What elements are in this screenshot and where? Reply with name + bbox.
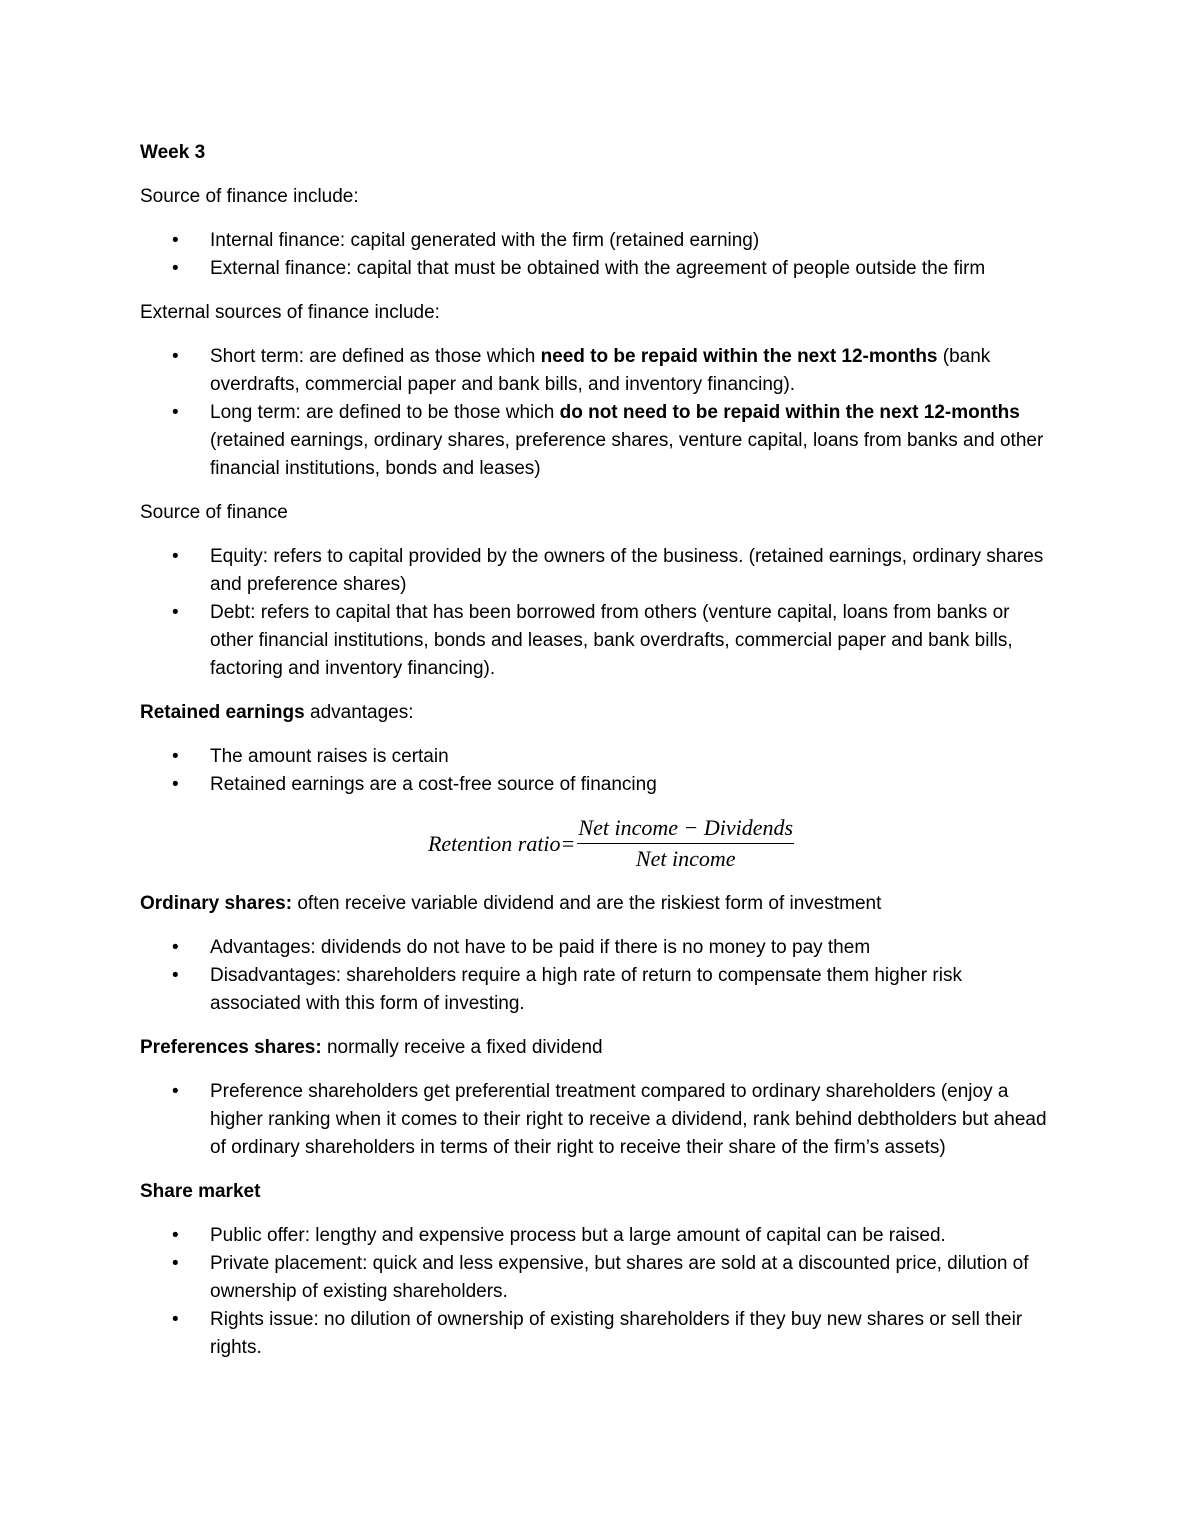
retention-ratio-formula [140,815,1052,872]
bullet-icon: • [172,746,179,767]
bullet-icon: • [172,1253,179,1274]
bullet-list [140,1078,1052,1162]
bullet-icon: • [172,546,179,567]
list-item: • Internal finance: capital generated with the firm (retained earning) [140,227,1052,255]
section-heading: Share market [140,1181,261,1202]
list-item: • Advantages: dividends do not have to be paid if there is no money to pay them [140,934,1052,962]
list-item: • Preference shareholders get preferential treatment compared to ordinary shareholders (enjoy a higher ranking when it comes to their right to receive a dividend, rank behind debtholders but ahead of ordinary shareholders in terms of their right to receive their share of the firm’s assets) [140,1078,1052,1162]
bullet-icon: • [172,1081,179,1102]
list-item: • Public offer: lengthy and expensive process but a large amount of capital can be raised. [140,1222,1052,1250]
bullet-icon: • [172,1309,179,1330]
document-body [140,139,1052,1378]
page-title: Week 3 [140,142,206,163]
bullet-list [140,1222,1052,1362]
section-heading: Preferences shares: normally receive a fixed dividend [140,1037,603,1058]
list-item: • Retained earnings are a cost-free source of financing [140,771,1052,799]
bullet-list [140,543,1052,683]
formula-equals: = [560,830,576,856]
list-item: • Equity: refers to capital provided by the owners of the business. (retained earnings, ordinary shares and preference shares) [140,543,1052,599]
bullet-icon: • [172,402,179,423]
bullet-icon: • [172,258,179,279]
section-intro: Source of finance include: [140,186,359,207]
bullet-icon: • [172,602,179,623]
formula-fraction [577,815,794,872]
list-item: • External finance: capital that must be obtained with the agreement of people outside the firm [140,255,1052,283]
section-intro: External sources of finance include: [140,302,440,323]
section-intro: Source of finance [140,502,288,523]
formula-numerator: Net income − Dividends [577,815,794,844]
bullet-icon: • [172,230,179,251]
bullet-icon: • [172,346,179,367]
list-item: • Short term: are defined as those which need to be repaid within the next 12-months (bank overdrafts, commercial paper and bank bills, and inventory financing). [140,343,1052,399]
bullet-icon: • [172,965,179,986]
bullet-icon: • [172,937,179,958]
list-item: • Debt: refers to capital that has been borrowed from others (venture capital, loans from banks or other financial institutions, bonds and leases, bank overdrafts, commercial paper and bank bills, factoring and inventory financing). [140,599,1052,683]
formula-denominator: Net income [635,846,736,871]
list-item: • Long term: are defined to be those which do not need to be repaid within the next 12-months (retained earnings, ordinary shares, preference shares, venture capital, loans from banks and other financial institutions, bonds and leases) [140,399,1052,483]
bullet-list [140,743,1052,799]
list-item: • The amount raises is certain [140,743,1052,771]
bullet-list [140,227,1052,283]
list-item: • Disadvantages: shareholders require a high rate of return to compensate them higher risk associated with this form of investing. [140,962,1052,1018]
bullet-list [140,343,1052,483]
section-heading: Ordinary shares: often receive variable dividend and are the riskiest form of investment [140,893,882,914]
bullet-icon: • [172,1225,179,1246]
list-item: • Rights issue: no dilution of ownership of existing shareholders if they buy new shares or sell their rights. [140,1306,1052,1362]
section-heading: Retained earnings advantages: [140,702,414,723]
list-item: • Private placement: quick and less expensive, but shares are sold at a discounted price, dilution of ownership of existing shareholders. [140,1250,1052,1306]
bullet-list [140,934,1052,1018]
formula-lhs: Retention ratio [427,830,561,856]
bullet-icon: • [172,774,179,795]
